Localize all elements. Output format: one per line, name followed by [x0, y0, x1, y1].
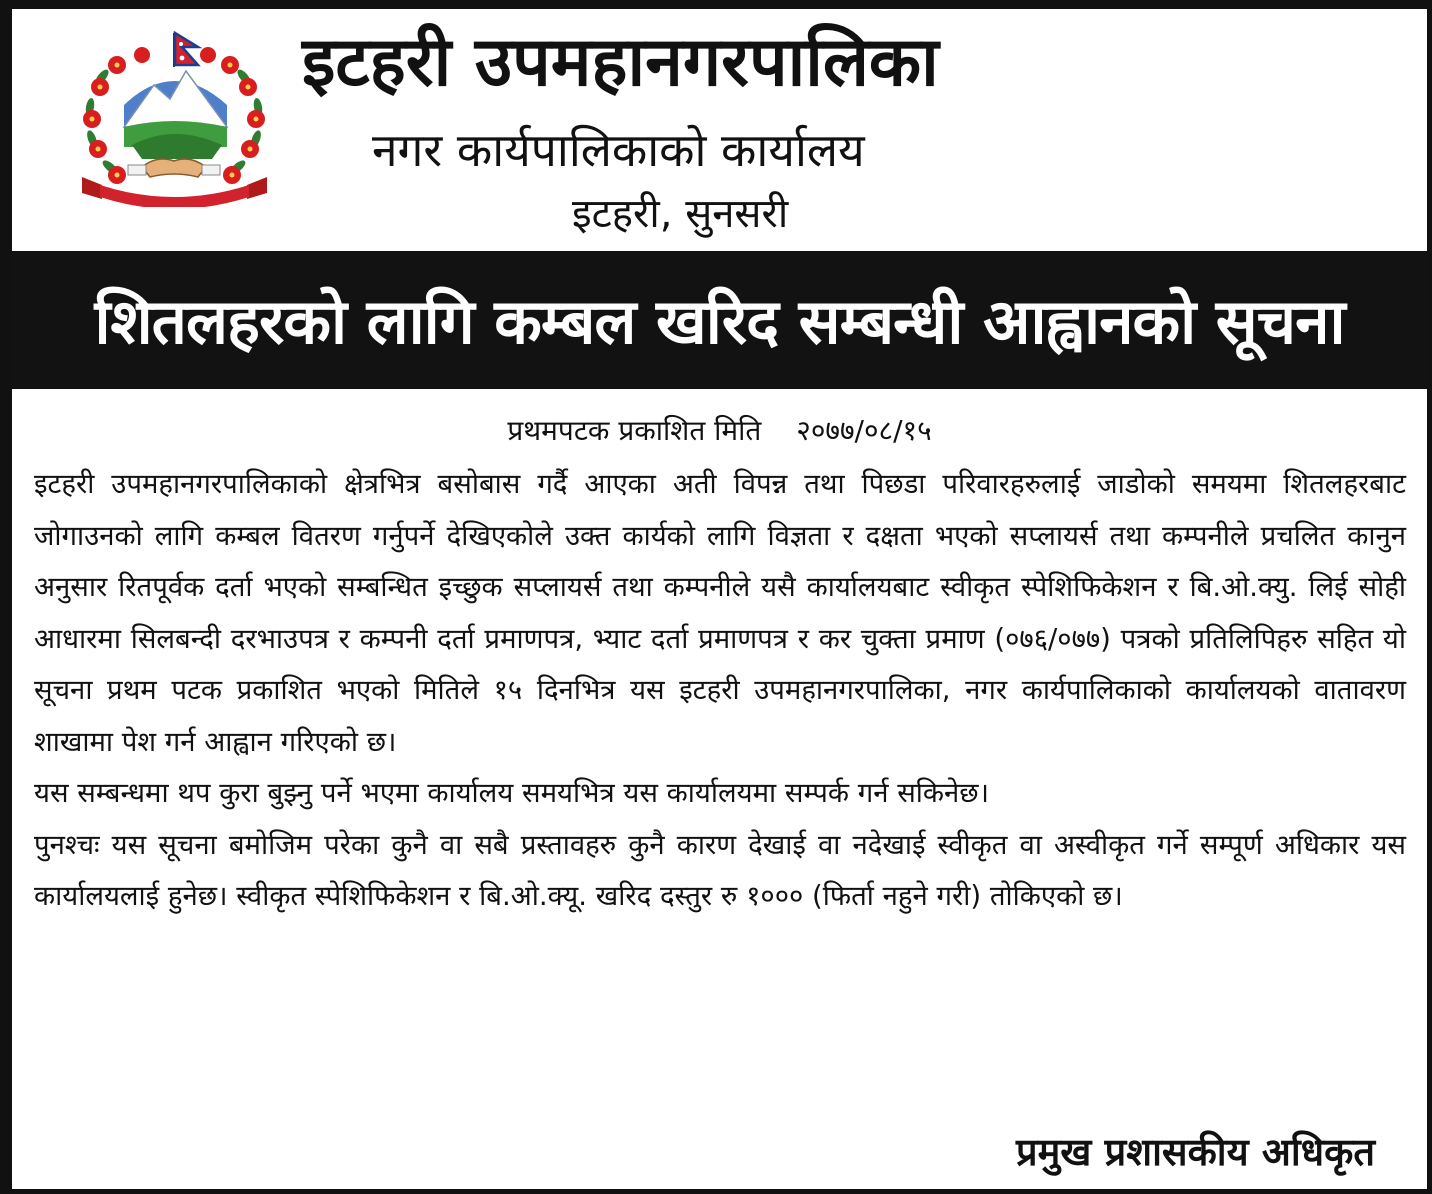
signatory-title: प्रमुख प्रशासकीय अधिकृत: [1015, 1130, 1375, 1174]
office-location: इटहरी, सुनसरी: [572, 191, 789, 237]
publication-date-value: २०७७/०८/१५: [796, 414, 932, 447]
notice-title: शितलहरको लागि कम्बल खरिद सम्बन्धी आह्वानको सूचना: [94, 285, 1345, 358]
body-paragraph-contact: यस सम्बन्धमा थप कुरा बुझ्नु पर्ने भएमा कार्यालय समयभित्र यस कार्यालयमा सम्पर्क गर्न सकिनेछ।: [34, 777, 989, 809]
municipality-name: इटहरी उपमहानगरपालिका: [302, 23, 939, 102]
motto-ribbon: [82, 177, 267, 207]
mountain-landscape: [124, 71, 227, 159]
notice-title-banner: [12, 251, 1427, 389]
nepal-coat-of-arms-icon: [62, 27, 287, 207]
publication-date-label: प्रथमपटक प्रकाशित मिति: [507, 414, 762, 447]
office-name: नगर कार्यपालिकाको कार्यालय: [372, 123, 865, 177]
handshake-icon: [128, 159, 220, 177]
body-paragraph-main: इटहरी उपमहानगरपालिकाको क्षेत्रभित्र बसोबास गर्दै आएका अती विपन्न तथा पिछडा परिवारहरुलाई जाडोको समयमा शितलहरबाट जोगाउनको लागि कम्बल वितरण गर्नुपर्ने देखिएकोले उक्त कार्यको लागि विज्ञता र दक्षता भएको सप्लायर्स तथा कम्पनीले प्रचलित कानुन अनुसार रितपूर्वक दर्ता भएको सम्बन्धित इच्छुक सप्लायर्स तथा कम्पनीले यसै कार्यालयबाट स्वीकृत स्पेशिफिकेशन र बि.ओ.क्यु. लिई सोही आधारमा सिलबन्दी दरभाउपत्र र कम्पनी दर्ता प्रमाणपत्र, भ्याट दर्ता प्रमाणपत्र र कर चुक्ता प्रमाण (०७६/०७७) पत्रको प्रतिलिपिहरु सहित यो सूचना प्रथम पटक प्रकाशित भएको मितिले १५ दिनभित्र यस इटहरी उपमहानगरपालिका, नगर कार्यपालिकाको कार्यालयको वातावरण शाखामा पेश गर्न आह्वान गरिएको छ।: [34, 468, 1406, 758]
publication-date-line: [12, 411, 1427, 451]
body-paragraph-postscript: पुनश्चः यस सूचना बमोजिम परेका कुनै वा सबै प्रस्तावहरु कुनै कारण देखाई वा नदेखाई स्वीकृत वा अस्वीकृत गर्ने सम्पूर्ण अधिकार यस कार्यालयलाई हुनेछ। स्वीकृत स्पेशिफिकेशन र बि.ओ.क्यू. खरिद दस्तुर रु १००० (फिर्ता नहुने गरी) तोकिएको छ।: [34, 828, 1406, 912]
nepal-flag-icon: [174, 33, 198, 67]
header: [12, 9, 1427, 251]
notice-body: [34, 459, 1406, 923]
